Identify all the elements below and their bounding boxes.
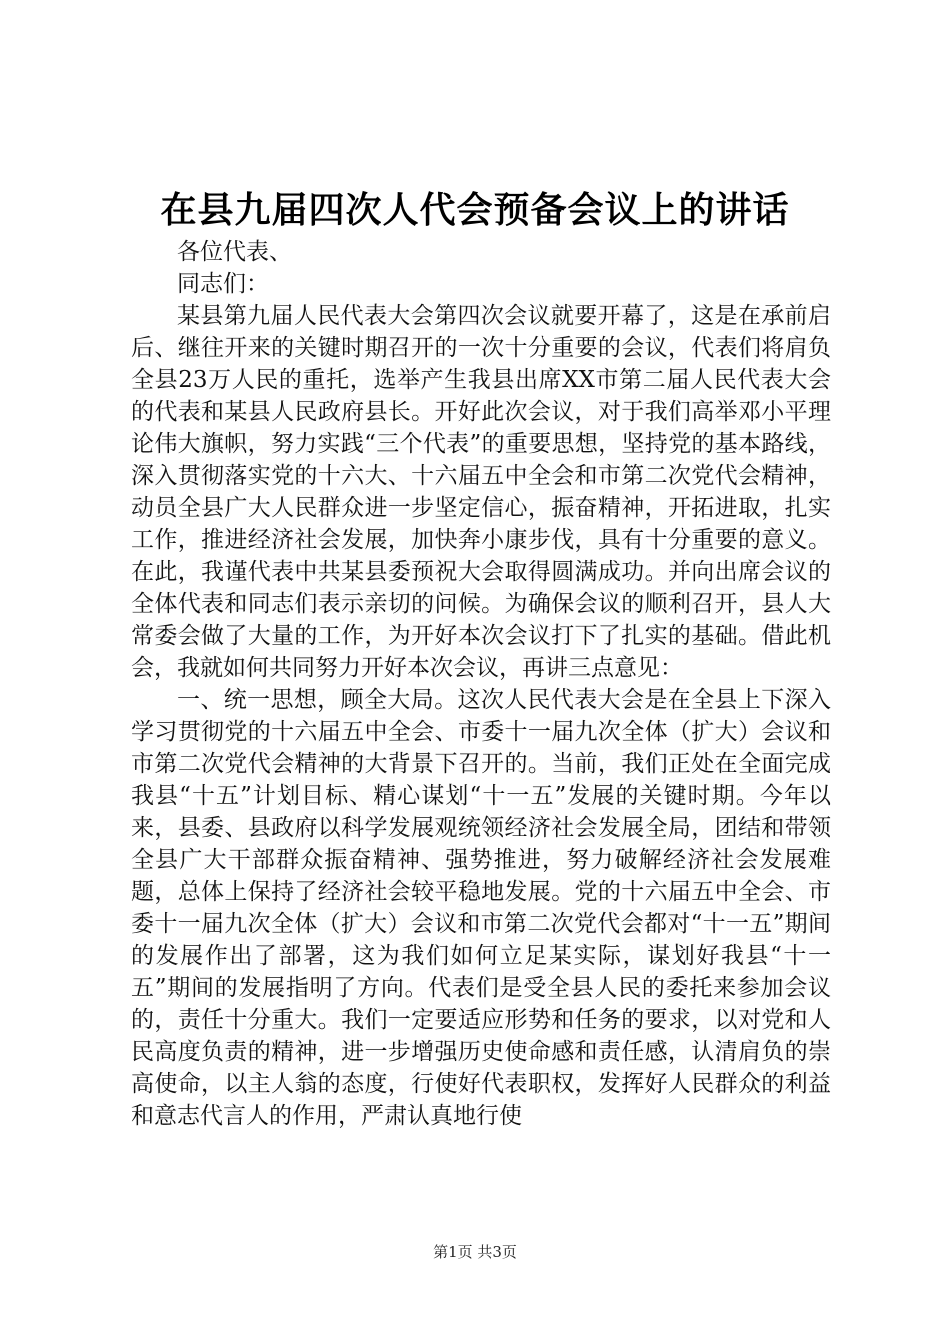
page-number-footer: 第1页 共3页 (433, 1243, 517, 1261)
document-title: 在县九届四次人代会预备会议上的讲话 (160, 189, 790, 231)
body-paragraph: 一、统一思想，顾全大局。这次人民代表大会是在全县上下深入学习贯彻党的十六届五中全会、市委十一届九次全体（扩大）会议和市第二次党代会精神的大背景下召开的。当前，我们正处在全面完成我县“十五”计划目标、精心谋划“十一五”发展的关键时期。今年以来，县委、县政府以科学发展观统领经济社会发展全局，团结和带领全县广大干部群众振奋精神、强势推进，努力破解经济社会发展难题，总体上保持了经济社会较平稳地发展。党的十六届五中全会、市委十一届九次全体（扩大）会议和市第二次党代会都对“十一五”期间的发展作出了部署，这为我们如何立足某实际，谋划好我县“十一五”期间的发展指明了方向。代表们是受全县人民的委托来参加会议的，责任十分重大。我们一定要适应形势和任务的要求，以对党和人民高度负责的精神，进一步增强历史使命感和责任感，认清肩负的崇高使命，以主人翁的态度，行使好代表职权，发挥好人民群众的利益和意志代言人的作用，严肃认真地行使 (131, 687, 831, 1129)
document-body (131, 236, 831, 1132)
salutation-line: 同志们： (177, 271, 269, 297)
body-paragraph: 某县第九届人民代表大会第四次会议就要开幕了，这是在承前启后、继往开来的关键时期召开的一次十分重要的会议，代表们将肩负全县23万人民的重托，选举产生我县出席XX市第二届人民代表大会的代表和某县人民政府县长。开好此次会议，对于我们高举邓小平理论伟大旗帜，努力实践“三个代表”的重要思想，坚持党的基本路线，深入贯彻落实党的十六大、十六届五中全会和市第二次党代会精神，动员全县广大人民群众进一步坚定信心，振奋精神，开拓进取，扎实工作，推进经济社会发展，加快奔小康步伐，具有十分重要的意义。在此，我谨代表中共某县委预祝大会取得圆满成功。并向出席会议的全体代表和同志们表示亲切的问候。为确保会议的顺利召开，县人大常委会做了大量的工作，为开好本次会议打下了扎实的基础。借此机会，我就如何共同努力开好本次会议，再讲三点意见： (131, 303, 831, 681)
salutation-line: 各位代表、 (177, 239, 292, 265)
